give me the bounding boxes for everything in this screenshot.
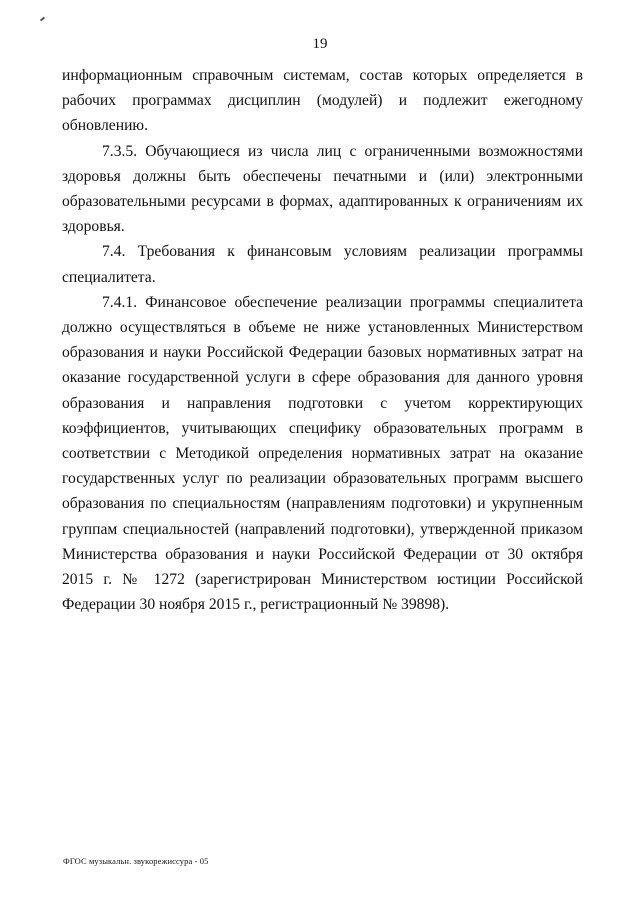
paragraph-7-4-heading: 7.4. Требования к финансовым условиям реализации программы специалитета. — [62, 243, 583, 286]
paragraph-7-3-5: 7.3.5. Обучающиеся из числа лиц с ограниченными возможностями здоровья должны быть обеспечены печатными и (или) электронными образовательными ресурсами в формах, адаптированных к ограничениям их здоровья. — [62, 142, 583, 236]
paragraph-continuation: информационным справочным системам, состав которых определяется в рабочих программах дисциплин (модулей) и подлежит ежегодному обновлению. — [62, 67, 583, 135]
paragraph-7-4-1: 7.4.1. Финансовое обеспечение реализации программы специалитета должно осуществляться в объеме не ниже установленных Министерством образования и науки Российской Федерации базовых нормативных затрат на оказание государственной услуги в сфере образования для данного уровня образования и направления подготовки с учетом корректирующих коэффициентов, учитывающих специфику образовательных программ в соответствии с Методикой определения нормативных затрат на оказание государственных услуг по реализации образовательных программ высшего образования по специальностям (направлениям подготовки) и укрупненным группам специальностей (направлений подготовки), утвержденной приказом Министерства образования и науки Российской Федерации от 30 октября 2015 г. № 1272 (зарегистрирован Министерством юстиции Российской Федерации 30 ноября 2015 г., регистрационный № 39898). — [62, 293, 583, 614]
footer-note: ФГОС музыкальн. звукорежиссура - 05 — [63, 856, 209, 866]
document-body — [62, 63, 583, 617]
page-number: 19 — [312, 36, 328, 52]
scan-artifact-mark — [40, 17, 45, 22]
